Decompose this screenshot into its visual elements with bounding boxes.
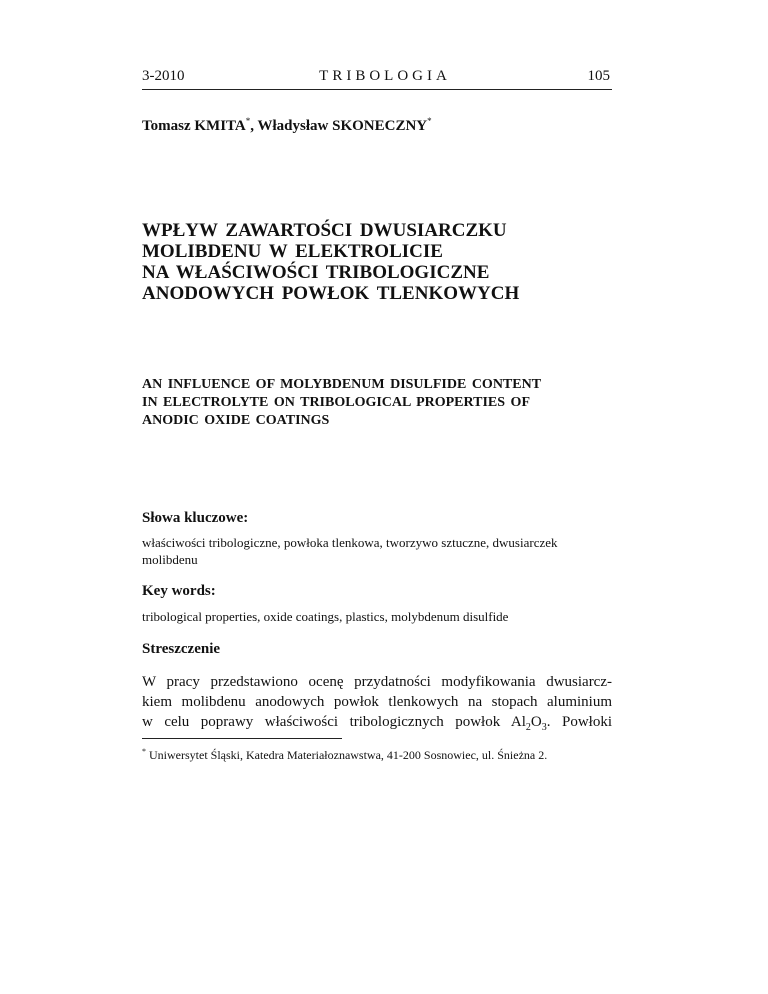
page-number: 105 [587,68,610,84]
abstract-line: W pracy przedstawiono ocenę przydatności modyfikowania dwusiarcz- [142,674,612,690]
affiliation-mark: * [427,116,432,126]
footnote-mark: * [142,747,146,756]
abstract-line: w celu poprawy właściwości tribologicznych powłok $Al_2O_3$. Powłoki [142,714,612,733]
keywords-pl-text: właściwości tribologiczne, powłoka tlenkowa, tworzywo sztuczne, dwusiarczek molibdenu [142,535,558,567]
title-line: NA WŁAŚCIWOŚCI TRIBOLOGICZNE [142,262,490,283]
keywords-en-text: tribological properties, oxide coatings, plastics, molybdenum disulfide [142,609,509,624]
title-line: IN ELECTROLYTE ON TRIBOLOGICAL PROPERTIES OF [142,395,530,410]
title-line: WPŁYW ZAWARTOŚCI DWUSIARCZKU [142,220,507,241]
footnote-divider [142,738,342,739]
author-name: Tomasz KMITA [142,118,246,134]
title-line: ANODOWYCH POWŁOK TLENKOWYCH [142,283,520,304]
journal-name: TRIBOLOGIA [319,68,451,84]
affiliation-mark: * [245,116,251,126]
abstract-line: kiem molibdenu anodowych powłok tlenkowych na stopach aluminium [142,694,612,710]
author-list [142,118,432,135]
title-line: AN INFLUENCE OF MOLYBDENUM DISULFIDE CONTENT [142,377,542,392]
keywords-en-heading: Key words: [142,583,216,599]
abstract-body [142,672,612,732]
title-line: ANODIC OXIDE COATINGS [142,413,330,428]
abstract-heading: Streszczenie [142,641,221,657]
footnote-text: Uniwersytet Śląski, Katedra Materiałoznawstwa, 41-200 Sosnowiec, ul. Śnieżna 2. [149,748,548,762]
title-polish [142,220,612,304]
title-english [142,376,612,430]
keywords-pl-heading: Słowa kluczowe: [142,510,249,526]
title-line: MOLIBDENU W ELEKTROLICIE [142,241,443,262]
author-separator: , [250,118,258,134]
header-divider [142,89,612,90]
issue-number: 3-2010 [142,68,185,84]
author-name: Władysław SKONECZNY [257,118,428,134]
footnote-affiliation [142,748,547,763]
